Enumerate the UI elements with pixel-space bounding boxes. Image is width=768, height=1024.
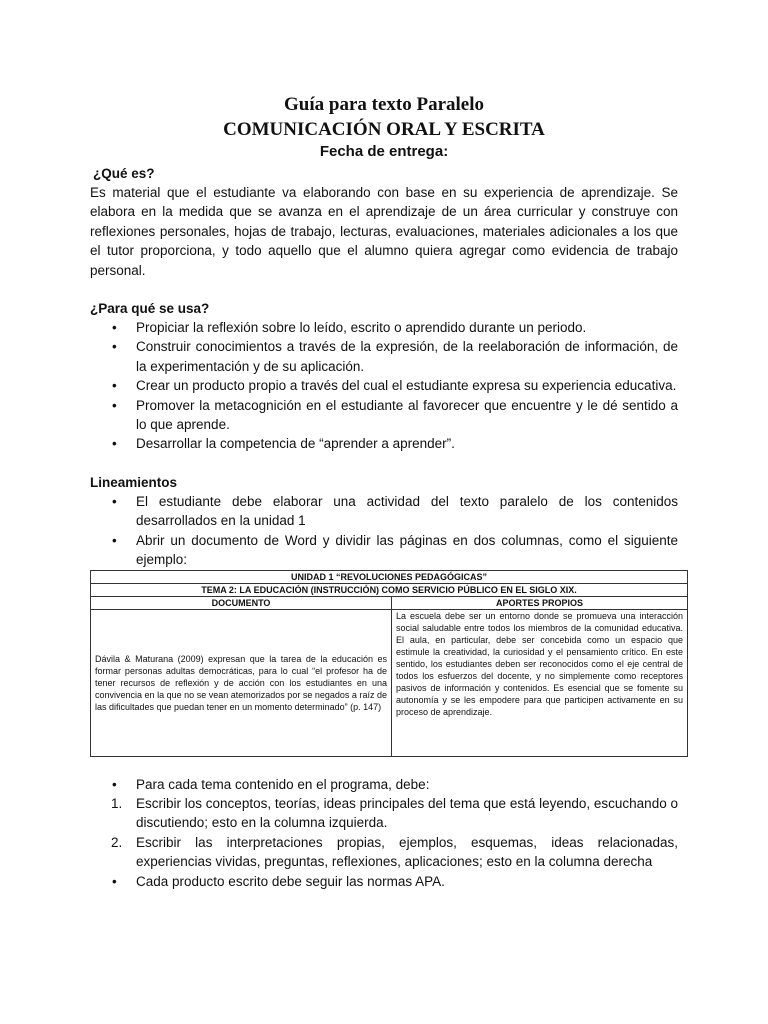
list-item: • Desarrollar la competencia de “aprender a aprender”. (90, 434, 678, 453)
delivery-date-label: Fecha de entrega: (319, 143, 449, 160)
list-item: • El estudiante debe elaborar una actividad del texto paralelo de los contenidos desarrollados en la unidad 1 (112, 493, 678, 529)
bullet-icon: • (112, 397, 117, 413)
table-cell-contributions: La escuela debe ser un entorno donde se promueva una interacción social saludable entre todos los miembros de la comunidad educativa. El aula, en particular, debe ser concebida como un espacio que estimule la creatividad, la curiosidad y el pensamiento crítico. En este sentido, los estudiantes deben ser reconocidos como el eje central de todos los esfuerzos del docente, y no simplemente como receptores pasivos de información y contenidos. Es esencial que se fomente su autonomía y se les empodere para que participen activamente en su proceso de aprendizaje. (392, 609, 688, 756)
instructions-intro-list (90, 775, 678, 794)
what-is-paragraph: Es material que el estudiante va elaborando con base en su experiencia de aprendizaje. Se elabora en la medida que se avanza en el aprendizaje de un área curricular y construye con reflexiones personales, hojas de trabajo, lecturas, evaluaciones, materiales adicionales a los que el tutor proporciona, y todo aquello que el alumno quiera agregar como evidencia de trabajo personal. (90, 185, 678, 278)
instructions-final-list (90, 872, 678, 891)
list-item: • Abrir un documento de Word y dividir las páginas en dos columnas, como el siguiente ejemplo: (112, 532, 678, 568)
bullet-icon: • (112, 339, 117, 355)
step-number: 2. (111, 834, 123, 850)
list-item: • Cada producto escrito debe seguir las normas APA. (90, 872, 678, 891)
bullet-icon: • (112, 776, 117, 792)
instructions-steps (90, 794, 678, 872)
purpose-heading: ¿Para qué se usa? (90, 301, 210, 317)
list-item: 2. Escribir las interpretaciones propias, ejemplos, esquemas, ideas relacionadas, experiencias vividas, preguntas, reflexiones, aplicaciones; esto en la columna derecha (111, 834, 678, 870)
table-unit-title: UNIDAD 1 “REVOLUCIONES PEDAGÓGICAS” (91, 570, 688, 583)
list-item: • Propiciar la reflexión sobre lo leído, escrito o aprendido durante un periodo. (90, 318, 678, 337)
list-item: 1. Escribir los conceptos, teorías, ideas principales del tema que está leyendo, escuchando o discutiendo; esto en la columna izquierda. (111, 795, 678, 831)
list-item: • Construir conocimientos a través de la expresión, de la reelaboración de información, de la experimentación y de su aplicación. (112, 339, 678, 374)
bullet-icon: • (112, 378, 117, 394)
example-table (90, 570, 688, 757)
bullet-icon: • (112, 436, 117, 452)
course-title: COMUNICACIÓN ORAL Y ESCRITA (223, 119, 545, 140)
document-page (90, 92, 683, 891)
guidelines-list (90, 492, 678, 570)
column-header-contributions: APORTES PROPIOS (392, 596, 688, 609)
column-header-document: DOCUMENTO (91, 596, 392, 609)
table-cell-document: Dávila & Maturana (2009) expresan que la tarea de la educación es formar personas adultas democráticas, para lo cual “el profesor ha de tener recursos de reflexión y de acción con los estudiantes en una convivencia en la que no se vean atemorizados por se negados a raíz de las dificultades que puedan tener en un momento determinado” (p. 147) (91, 609, 392, 756)
guidelines-heading: Lineamientos (90, 474, 178, 490)
table-topic-title: TEMA 2: LA EDUCACIÓN (INSTRUCCIÓN) COMO SERVICIO PÚBLICO EN EL SIGLO XIX. (91, 583, 688, 596)
purpose-list (90, 318, 678, 454)
bullet-icon: • (112, 873, 117, 889)
bullet-icon: • (112, 532, 117, 548)
bullet-icon: • (112, 320, 117, 336)
step-number: 1. (111, 795, 123, 811)
what-is-heading: ¿Qué es? (93, 166, 155, 181)
page-title: Guía para texto Paralelo (284, 94, 484, 115)
bullet-icon: • (112, 493, 117, 509)
list-item: • Crear un producto propio a través del cual el estudiante expresa su experiencia educativa. (90, 376, 678, 395)
list-item: • Para cada tema contenido en el programa, debe: (90, 775, 678, 794)
list-item: • Promover la metacognición en el estudiante al favorecer que encuentre y le dé sentido a lo que aprende. (112, 397, 678, 433)
